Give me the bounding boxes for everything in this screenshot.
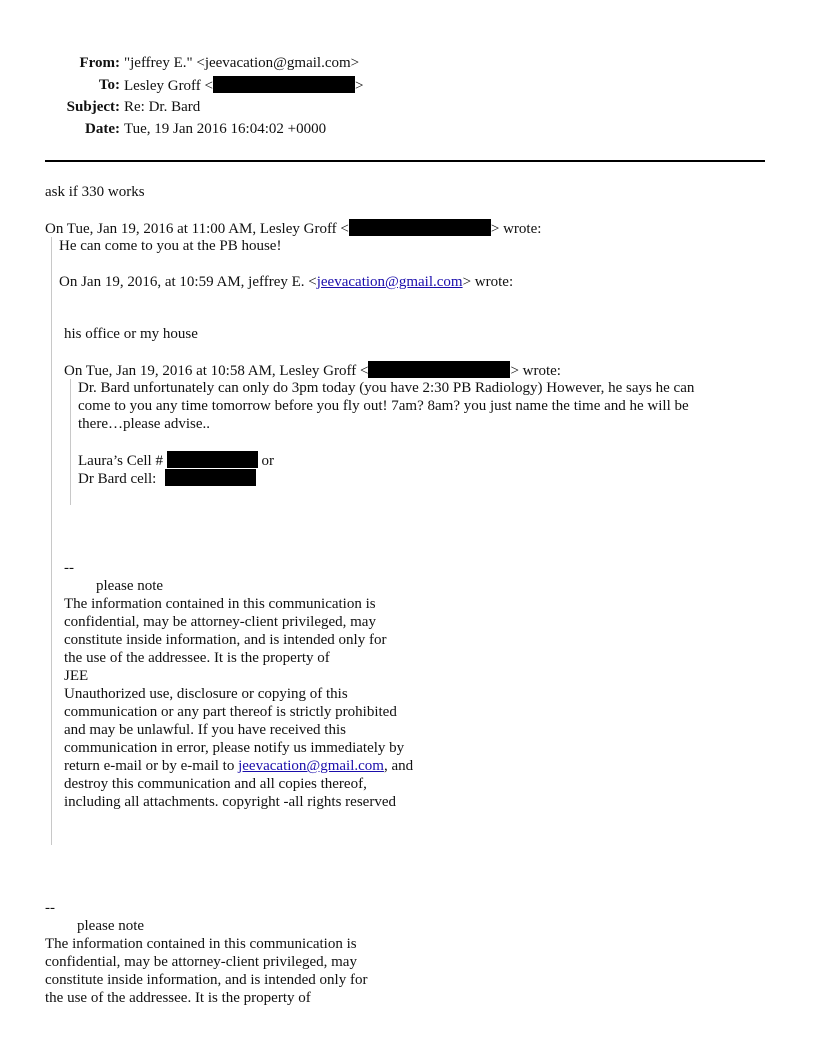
quote3-line: Dr. Bard unfortunately can only do 3pm today (you have 2:30 PB Radiology) However, he says he can	[78, 380, 695, 396]
bard-cell-line	[78, 469, 256, 488]
to-value-prefix: Lesley Groff <	[124, 78, 213, 94]
disclaimer-line: including all attachments. copyright -all rights reserved	[64, 794, 396, 810]
signature-dashes: --	[64, 560, 74, 576]
to-value-suffix: >	[355, 78, 364, 94]
quote1-suffix: > wrote:	[490, 221, 542, 237]
quote2-text: his office or my house	[64, 326, 198, 342]
quote2-suffix: > wrote:	[462, 274, 514, 290]
redaction-box	[167, 451, 258, 468]
disclaimer-line: confidential, may be attorney-client privileged, may	[64, 614, 376, 630]
to-value	[124, 76, 363, 95]
quote-bar-inner	[70, 379, 71, 505]
quote1-attribution	[45, 219, 541, 238]
quote3-attribution	[64, 361, 561, 380]
disclaimer-note: please note	[77, 918, 145, 934]
disclaimer-line: JEE	[64, 668, 89, 684]
quote1-prefix: On Tue, Jan 19, 2016 at 11:00 AM, Lesley Groff <	[45, 221, 349, 237]
disclaimer-line: Unauthorized use, disclosure or copying of this	[64, 686, 348, 702]
disclaimer-line: constitute inside information, and is intended only for	[45, 972, 368, 988]
quote3-suffix: > wrote:	[510, 363, 561, 379]
disclaimer-line: communication or any part thereof is strictly prohibited	[64, 704, 397, 720]
quote3-line: there…please advise..	[78, 416, 211, 432]
disclaimer-line: communication in error, please notify us immediately by	[64, 740, 405, 756]
disclaimer-line: The information contained in this communication is	[64, 596, 376, 612]
laura-cell-or: or	[261, 453, 274, 469]
date-label: Date:	[85, 121, 120, 137]
disclaimer-email-line	[64, 757, 413, 775]
disclaimer-2	[45, 899, 367, 1007]
subject-value: Re: Dr. Bard	[124, 99, 201, 115]
disclaimer-line: The information contained in this communication is	[45, 936, 357, 952]
laura-cell-label: Laura’s Cell #	[78, 453, 163, 469]
disclaimer-line: the use of the addressee. It is the property of	[64, 650, 330, 666]
disclaimer-line: constitute inside information, and is intended only for	[64, 632, 387, 648]
disclaimer-note: please note	[96, 578, 164, 594]
redaction-box	[165, 469, 256, 486]
disclaimer-line: confidential, may be attorney-client privileged, may	[45, 954, 357, 970]
disclaimer-line: destroy this communication and all copies thereof,	[64, 776, 367, 792]
disclaimer-line: and may be unlawful. If you have received this	[64, 722, 346, 738]
reply-text: ask if 330 works	[45, 184, 145, 200]
to-label: To:	[98, 77, 120, 93]
disclaimer-email-link[interactable]: jeevacation@gmail.com	[238, 758, 384, 774]
redaction-box	[213, 76, 355, 93]
redaction-box	[349, 219, 491, 236]
redaction-box	[368, 361, 510, 378]
from-label: From:	[79, 55, 120, 71]
header-divider	[45, 160, 765, 162]
quote2-prefix: On Jan 19, 2016, at 10:59 AM, jeffrey E. <	[59, 274, 317, 290]
bard-cell-label: Dr Bard cell:	[78, 471, 157, 487]
from-value: "jeffrey E." <jeevacation@gmail.com>	[124, 55, 360, 71]
disclaimer-email-prefix: return e-mail or by e-mail to	[64, 758, 239, 774]
subject-label: Subject:	[66, 99, 120, 115]
quote2-email-link[interactable]: jeevacation@gmail.com	[316, 274, 463, 290]
quote1-text: He can come to you at the PB house!	[59, 238, 282, 254]
disclaimer-email-suffix: , and	[383, 758, 414, 774]
quote2-attribution	[59, 273, 513, 291]
quote3-line: come to you any time tomorrow before you fly out! 7am? 8am? you just name the time and he will be	[78, 398, 689, 414]
disclaimer-line: the use of the addressee. It is the property of	[45, 990, 311, 1006]
quote3-body	[78, 379, 694, 433]
signature-dashes: --	[45, 900, 55, 916]
quote-bar-outer	[51, 237, 52, 845]
quote3-prefix: On Tue, Jan 19, 2016 at 10:58 AM, Lesley Groff <	[64, 363, 369, 379]
date-value: Tue, 19 Jan 2016 16:04:02 +0000	[124, 121, 327, 137]
laura-cell-line	[78, 451, 274, 470]
disclaimer-1	[64, 559, 413, 811]
